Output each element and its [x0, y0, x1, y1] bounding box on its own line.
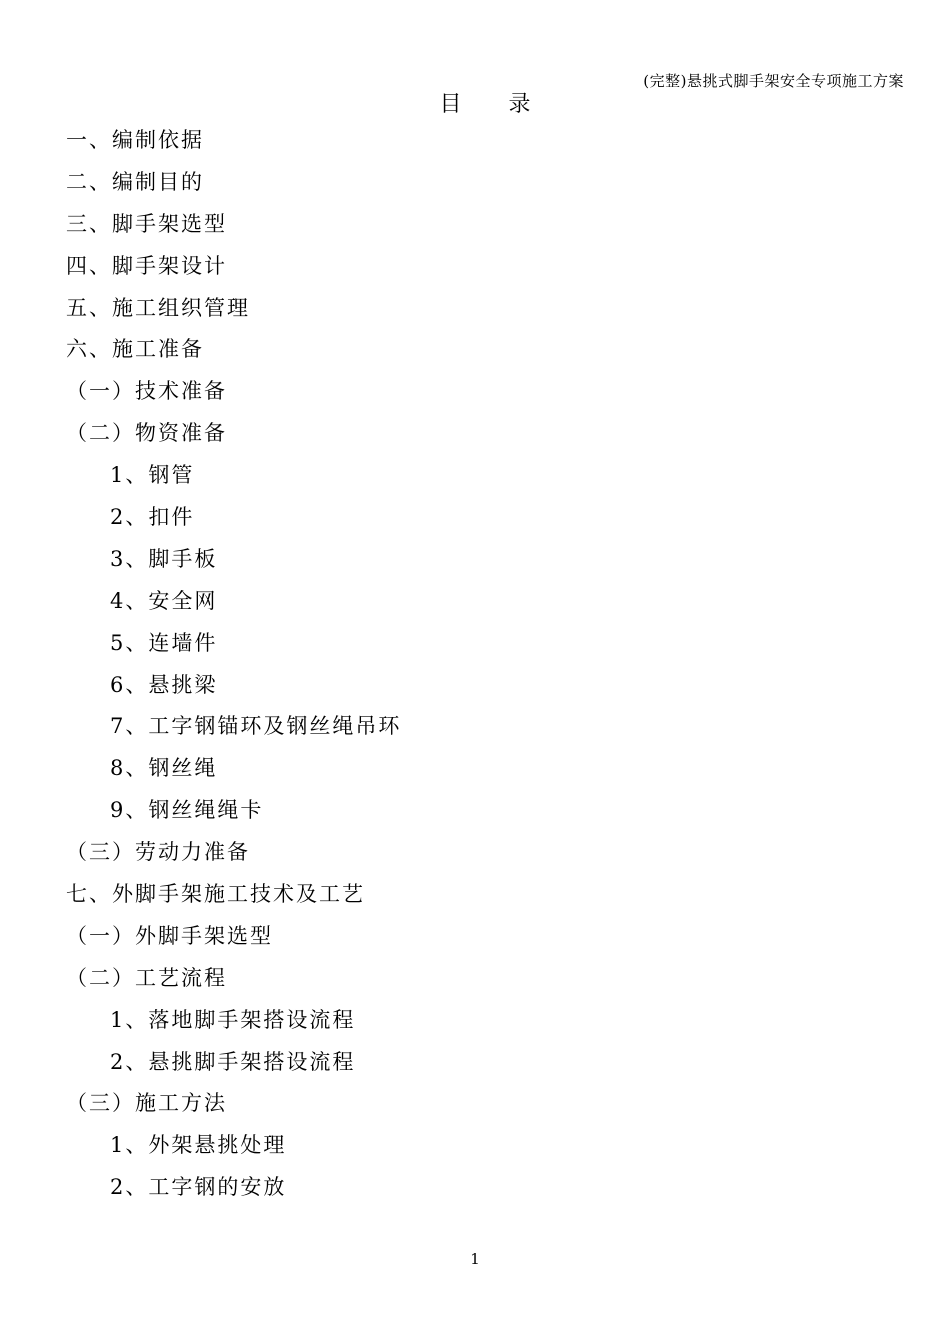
toc-entry: 2、扣件 — [110, 505, 195, 530]
toc-entry: 8、钢丝绳 — [110, 756, 218, 781]
toc-entry: 三、脚手架选型 — [66, 211, 227, 236]
toc-title: 目 录 — [439, 92, 551, 117]
toc-entry: 4、安全网 — [110, 588, 218, 613]
toc-entry: 3、脚手板 — [110, 546, 218, 571]
toc-entry: 七、外脚手架施工技术及工艺 — [66, 882, 365, 907]
toc-entry: 五、施工组织管理 — [66, 295, 250, 320]
toc-entry: 四、脚手架设计 — [66, 253, 227, 278]
toc-entry: 1、钢管 — [110, 463, 195, 488]
toc-entry: 一、编制依据 — [66, 128, 204, 152]
toc-entry: 1、落地脚手架搭设流程 — [110, 1007, 356, 1032]
toc-entry: 2、悬挑脚手架搭设流程 — [110, 1049, 356, 1074]
toc-entry: （二）物资准备 — [66, 421, 227, 446]
toc-entry: 5、连墙件 — [110, 630, 218, 655]
page-number: 1 — [470, 1250, 480, 1268]
toc-entry: 2、工字钢的安放 — [110, 1175, 287, 1200]
toc-entry: （一）外脚手架选型 — [66, 923, 273, 948]
toc-entry: （一）技术准备 — [66, 379, 227, 404]
table-of-contents — [0, 120, 950, 1209]
toc-entry: 六、施工准备 — [66, 337, 204, 362]
toc-entry: （三）施工方法 — [66, 1091, 227, 1116]
toc-entry: 1、外架悬挑处理 — [110, 1133, 287, 1158]
toc-entry: 9、钢丝绳绳卡 — [110, 798, 264, 823]
toc-entry: （三）劳动力准备 — [66, 840, 250, 865]
document-header-note: (完整)悬挑式脚手架安全专项施工方案 — [643, 72, 904, 90]
toc-entry: （二）工艺流程 — [66, 965, 227, 990]
toc-entry: 7、工字钢锚环及钢丝绳吊环 — [110, 714, 402, 739]
toc-entry: 二、编制目的 — [66, 169, 204, 194]
toc-entry: 6、悬挑梁 — [110, 672, 218, 697]
